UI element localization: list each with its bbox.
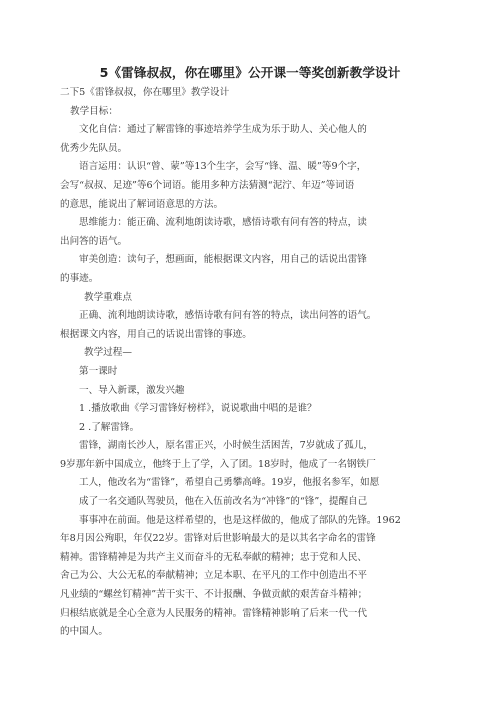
paragraph-line: 优秀少先队员。	[60, 142, 128, 154]
paragraph-line: 归根结底就是全心全意为人民服务的精神。雷锋精神影响了后来一代一代	[60, 607, 367, 619]
section-heading: 第一课时	[79, 365, 118, 377]
paragraph-line: 的事迹。	[60, 272, 99, 284]
section-heading: 教学过程—	[84, 347, 132, 359]
paragraph-line: 9岁那年新中国成立，他终于上了学，入了团。18岁时，他成了一名钢铁厂	[60, 458, 376, 470]
subtitle-line: 二下5《雷锋叔叔，你在哪里》教学设计	[60, 87, 230, 98]
paragraph-line: 凡业绩的“螺丝钉精神”苦干实干、不计报酬、争做贡献的艰苦奋斗精神；	[60, 589, 368, 601]
paragraph-line: 根据课文内容，用自己的话说出雷锋的事迹。	[60, 328, 252, 340]
paragraph-line: 会写“叔叔、足迹”等6个词语。能用多种方法猜测“泥泞、年迈”等词语	[60, 179, 355, 191]
paragraph-line: 的意思，能说出了解词语意思的方法。	[60, 198, 224, 210]
paragraph-line: 舍己为公、大公无私的奉献精神；立足本职、在平凡的工作中创造出不平	[60, 570, 367, 582]
paragraph-line: 语言运用：认识“曾、蒙”等13个生字，会写“锋、温、暖”等9个字，	[79, 161, 367, 173]
paragraph-line: 出问答的语气。	[60, 235, 128, 247]
paragraph-line: 正确、流利地朗读诗歌，感悟诗歌有问有答的特点，读出问答的语气。	[79, 310, 377, 322]
list-item: 2 .了解雷锋。	[79, 421, 140, 433]
section-heading: 一、导入新课，激发兴趣	[79, 384, 185, 396]
paragraph-line: 事事冲在前面。他是这样希望的，也是这样做的，他成了部队的先锋。1962	[79, 514, 401, 526]
paragraph-line: 成了一名交通队驾驶员，他在入伍前改名为“冲锋”的“锋”，提醒自己	[79, 496, 368, 508]
paragraph-line: 的中国人。	[60, 626, 108, 638]
list-item: 1 .播放歌曲《学习雷锋好榜样》，说说歌曲中唱的是谁？	[79, 403, 317, 415]
section-heading: 教学重难点	[84, 291, 132, 303]
document-body	[60, 84, 440, 642]
paragraph-line: 文化自信：通过了解雷锋的事迹培养学生成为乐于助人、关心他人的	[79, 124, 367, 136]
paragraph-line: 审美创造：读句子，想画面，能根据课文内容，用自己的话说出雷锋	[79, 254, 367, 266]
section-heading: 教学目标：	[70, 105, 118, 117]
paragraph-line: 雷锋，湖南长沙人，原名雷正兴，小时候生活困苦，7岁就成了孤儿，	[79, 440, 373, 452]
paragraph-line: 年8月因公殉职，年仅22岁。雷锋对后世影响最大的是以其名字命名的雷锋	[60, 533, 376, 545]
paragraph-line: 思维能力：能正确、流利地朗读诗歌，感悟诗歌有问有答的特点，读	[79, 217, 367, 229]
paragraph-line: 工人，他改名为“雷锋”，希望自己勇攀高峰。19岁，他报名参军，如愿	[79, 477, 380, 489]
paragraph-line: 精神。雷锋精神是为共产主义而奋斗的无私奉献的精神；忠于党和人民、	[60, 551, 367, 563]
document-title: 5《雷锋叔叔，你在哪里》公开课一等奖创新教学设计	[99, 65, 401, 80]
